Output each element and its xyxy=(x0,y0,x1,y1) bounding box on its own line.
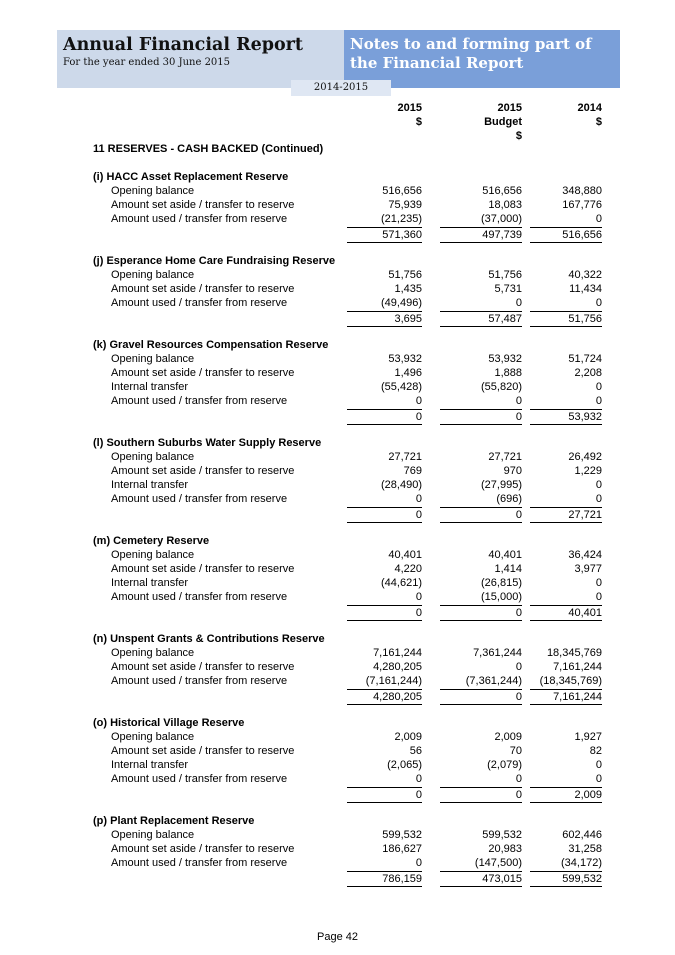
total-cell: 7,161,244 xyxy=(530,689,602,705)
amount-cell: 0 xyxy=(415,395,422,407)
amount-cell: 602,446 xyxy=(562,829,602,841)
row-label: Amount used / transfer from reserve xyxy=(111,395,288,407)
amount-cell: 2,208 xyxy=(574,367,602,379)
table-row xyxy=(0,773,675,787)
amount-cell: (2,079) xyxy=(487,759,522,771)
amount-cell: 0 xyxy=(515,661,522,673)
amount-cell: 20,983 xyxy=(488,843,522,855)
total-cell: 0 xyxy=(347,507,422,523)
amount-cell: 0 xyxy=(415,493,422,505)
amount-cell: 0 xyxy=(595,213,602,225)
amount-cell: (44,621) xyxy=(381,577,422,589)
table-row xyxy=(0,647,675,661)
amount-cell: 56 xyxy=(409,745,422,757)
total-row xyxy=(0,871,675,885)
amount-cell: 0 xyxy=(595,381,602,393)
amount-cell: 970 xyxy=(503,465,522,477)
table-row xyxy=(0,661,675,675)
amount-cell: 0 xyxy=(515,395,522,407)
amount-cell: 3,977 xyxy=(574,563,602,575)
reserve-title: (l) Southern Suburbs Water Supply Reserve xyxy=(93,437,322,449)
row-label: Opening balance xyxy=(111,829,195,841)
column-header-2015: 2015 $ xyxy=(397,102,422,128)
table-row xyxy=(0,549,675,563)
amount-cell: 51,724 xyxy=(568,353,602,365)
column-header-2014: 2014 $ xyxy=(577,102,602,128)
row-label: Amount set aside / transfer to reserve xyxy=(111,843,295,855)
table-row xyxy=(0,843,675,857)
section-title: 11 RESERVES - CASH BACKED (Continued) xyxy=(93,143,324,155)
row-label: Amount used / transfer from reserve xyxy=(111,675,288,687)
table-row xyxy=(0,199,675,213)
amount-cell: 0 xyxy=(595,493,602,505)
amount-cell: 1,414 xyxy=(494,563,522,575)
total-cell: 0 xyxy=(347,409,422,425)
amount-cell: 18,345,769 xyxy=(546,647,602,659)
amount-cell: 53,932 xyxy=(388,353,422,365)
total-cell: 0 xyxy=(440,787,522,803)
reserve-title: (o) Historical Village Reserve xyxy=(93,717,245,729)
amount-cell: (7,161,244) xyxy=(365,675,422,687)
page-number: Page 42 xyxy=(317,931,358,943)
row-label: Amount used / transfer from reserve xyxy=(111,297,288,309)
table-row xyxy=(0,591,675,605)
amount-cell: 0 xyxy=(415,857,422,869)
total-cell: 599,532 xyxy=(530,871,602,887)
amount-cell: 27,721 xyxy=(488,451,522,463)
total-cell: 473,015 xyxy=(440,871,522,887)
total-cell: 497,739 xyxy=(440,227,522,243)
amount-cell: 0 xyxy=(415,591,422,603)
amount-cell: 2,009 xyxy=(494,731,522,743)
total-row xyxy=(0,227,675,241)
table-row xyxy=(0,563,675,577)
row-label: Amount set aside / transfer to reserve xyxy=(111,367,295,379)
row-label: Amount set aside / transfer to reserve xyxy=(111,661,295,673)
table-row xyxy=(0,395,675,409)
amount-cell: 1,888 xyxy=(494,367,522,379)
total-cell: 0 xyxy=(347,605,422,621)
amount-cell: 348,880 xyxy=(562,185,602,197)
table-row xyxy=(0,493,675,507)
total-cell: 0 xyxy=(440,689,522,705)
total-row xyxy=(0,507,675,521)
total-row xyxy=(0,787,675,801)
row-label: Opening balance xyxy=(111,185,195,197)
amount-cell: 0 xyxy=(595,591,602,603)
column-header-2015-budget: 2015 Budget $ xyxy=(484,102,522,142)
total-cell: 40,401 xyxy=(530,605,602,621)
total-row xyxy=(0,409,675,423)
amount-cell: (26,815) xyxy=(481,577,522,589)
amount-cell: 51,756 xyxy=(488,269,522,281)
amount-cell: 0 xyxy=(595,773,602,785)
amount-cell: (55,428) xyxy=(381,381,422,393)
amount-cell: 40,401 xyxy=(488,549,522,561)
row-label: Opening balance xyxy=(111,731,195,743)
total-cell: 4,280,205 xyxy=(347,689,422,705)
table-row xyxy=(0,367,675,381)
amount-cell: 4,220 xyxy=(394,563,422,575)
amount-cell: 599,532 xyxy=(382,829,422,841)
amount-cell: (21,235) xyxy=(381,213,422,225)
row-label: Internal transfer xyxy=(111,479,189,491)
amount-cell: 0 xyxy=(595,479,602,491)
row-label: Amount used / transfer from reserve xyxy=(111,213,288,225)
table-row xyxy=(0,857,675,871)
table-row xyxy=(0,759,675,773)
row-label: Internal transfer xyxy=(111,381,189,393)
amount-cell: 11,434 xyxy=(569,283,602,295)
total-cell: 571,360 xyxy=(347,227,422,243)
total-cell: 3,695 xyxy=(347,311,422,327)
table-row xyxy=(0,297,675,311)
table-row xyxy=(0,731,675,745)
notes-title: Notes to and forming part of the Financial Report xyxy=(350,35,592,72)
row-label: Amount set aside / transfer to reserve xyxy=(111,283,295,295)
amount-cell: 0 xyxy=(595,577,602,589)
reserve-title: (i) HACC Asset Replacement Reserve xyxy=(93,171,289,183)
amount-cell: 0 xyxy=(515,297,522,309)
row-label: Opening balance xyxy=(111,269,195,281)
amount-cell: 4,280,205 xyxy=(373,661,422,673)
amount-cell: 36,424 xyxy=(568,549,602,561)
row-label: Amount used / transfer from reserve xyxy=(111,493,288,505)
reserve-title: (n) Unspent Grants & Contributions Reserve xyxy=(93,633,325,645)
reserve-title: (m) Cemetery Reserve xyxy=(93,535,210,547)
table-row xyxy=(0,353,675,367)
row-label: Amount set aside / transfer to reserve xyxy=(111,745,295,757)
amount-cell: (55,820) xyxy=(481,381,522,393)
amount-cell: 1,229 xyxy=(574,465,602,477)
row-label: Opening balance xyxy=(111,353,195,365)
amount-cell: 51,756 xyxy=(388,269,422,281)
amount-cell: 1,435 xyxy=(394,283,422,295)
total-row xyxy=(0,605,675,619)
amount-cell: 769 xyxy=(403,465,422,477)
amount-cell: 599,532 xyxy=(482,829,522,841)
total-cell: 2,009 xyxy=(530,787,602,803)
amount-cell: 0 xyxy=(595,759,602,771)
table-row xyxy=(0,213,675,227)
total-cell: 516,656 xyxy=(530,227,602,243)
table-row xyxy=(0,675,675,689)
amount-cell: 7,161,244 xyxy=(373,647,422,659)
amount-cell: 82 xyxy=(589,745,602,757)
total-cell: 53,932 xyxy=(530,409,602,425)
amount-cell: 75,939 xyxy=(388,199,422,211)
amount-cell: 0 xyxy=(415,773,422,785)
amount-cell: 40,322 xyxy=(568,269,602,281)
amount-cell: 0 xyxy=(595,395,602,407)
report-subtitle: For the year ended 30 June 2015 xyxy=(63,57,231,68)
amount-cell: (34,172) xyxy=(561,857,602,869)
row-label: Opening balance xyxy=(111,451,195,463)
row-label: Opening balance xyxy=(111,549,195,561)
row-label: Amount set aside / transfer to reserve xyxy=(111,199,295,211)
amount-cell: 53,932 xyxy=(488,353,522,365)
amount-cell: 7,161,244 xyxy=(553,661,602,673)
amount-cell: 1,496 xyxy=(394,367,422,379)
total-cell: 786,159 xyxy=(347,871,422,887)
total-row xyxy=(0,689,675,703)
table-row xyxy=(0,283,675,297)
row-label: Internal transfer xyxy=(111,759,189,771)
row-label: Opening balance xyxy=(111,647,195,659)
amount-cell: 0 xyxy=(595,297,602,309)
amount-cell: 18,083 xyxy=(488,199,522,211)
total-cell: 0 xyxy=(440,409,522,425)
table-row xyxy=(0,185,675,199)
total-cell: 27,721 xyxy=(530,507,602,523)
amount-cell: 5,731 xyxy=(494,283,522,295)
amount-cell: (15,000) xyxy=(481,591,522,603)
amount-cell: 40,401 xyxy=(388,549,422,561)
amount-cell: 167,776 xyxy=(562,199,602,211)
amount-cell: (18,345,769) xyxy=(539,675,602,687)
table-row xyxy=(0,465,675,479)
amount-cell: (7,361,244) xyxy=(465,675,522,687)
total-cell: 0 xyxy=(440,507,522,523)
amount-cell: 26,492 xyxy=(568,451,602,463)
amount-cell: 27,721 xyxy=(388,451,422,463)
row-label: Internal transfer xyxy=(111,577,189,589)
table-row xyxy=(0,381,675,395)
table-row xyxy=(0,451,675,465)
reserve-title: (p) Plant Replacement Reserve xyxy=(93,815,255,827)
amount-cell: (27,995) xyxy=(481,479,522,491)
row-label: Amount set aside / transfer to reserve xyxy=(111,563,295,575)
amount-cell: (28,490) xyxy=(381,479,422,491)
amount-cell: 2,009 xyxy=(394,731,422,743)
amount-cell: (37,000) xyxy=(481,213,522,225)
table-row xyxy=(0,745,675,759)
amount-cell: 516,656 xyxy=(382,185,422,197)
amount-cell: 0 xyxy=(515,773,522,785)
table-row xyxy=(0,269,675,283)
amount-cell: (147,500) xyxy=(474,857,522,869)
row-label: Amount set aside / transfer to reserve xyxy=(111,465,295,477)
amount-cell: (696) xyxy=(496,493,522,505)
total-cell: 0 xyxy=(347,787,422,803)
total-cell: 51,756 xyxy=(530,311,602,327)
amount-cell: 70 xyxy=(509,745,522,757)
amount-cell: (2,065) xyxy=(387,759,422,771)
amount-cell: 186,627 xyxy=(382,843,422,855)
total-row xyxy=(0,311,675,325)
total-cell: 0 xyxy=(440,605,522,621)
amount-cell: 1,927 xyxy=(574,731,602,743)
table-row xyxy=(0,829,675,843)
reserve-title: (k) Gravel Resources Compensation Reserve xyxy=(93,339,329,351)
table-row xyxy=(0,479,675,493)
row-label: Amount used / transfer from reserve xyxy=(111,857,288,869)
row-label: Amount used / transfer from reserve xyxy=(111,773,288,785)
amount-cell: 516,656 xyxy=(482,185,522,197)
amount-cell: 31,258 xyxy=(568,843,602,855)
total-cell: 57,487 xyxy=(440,311,522,327)
amount-cell: (49,496) xyxy=(381,297,422,309)
amount-cell: 7,361,244 xyxy=(473,647,522,659)
table-row xyxy=(0,577,675,591)
report-title: Annual Financial Report xyxy=(63,35,303,55)
reserve-title: (j) Esperance Home Care Fundraising Reserve xyxy=(93,255,336,267)
row-label: Amount used / transfer from reserve xyxy=(111,591,288,603)
period-tab: 2014-2015 xyxy=(291,80,391,96)
